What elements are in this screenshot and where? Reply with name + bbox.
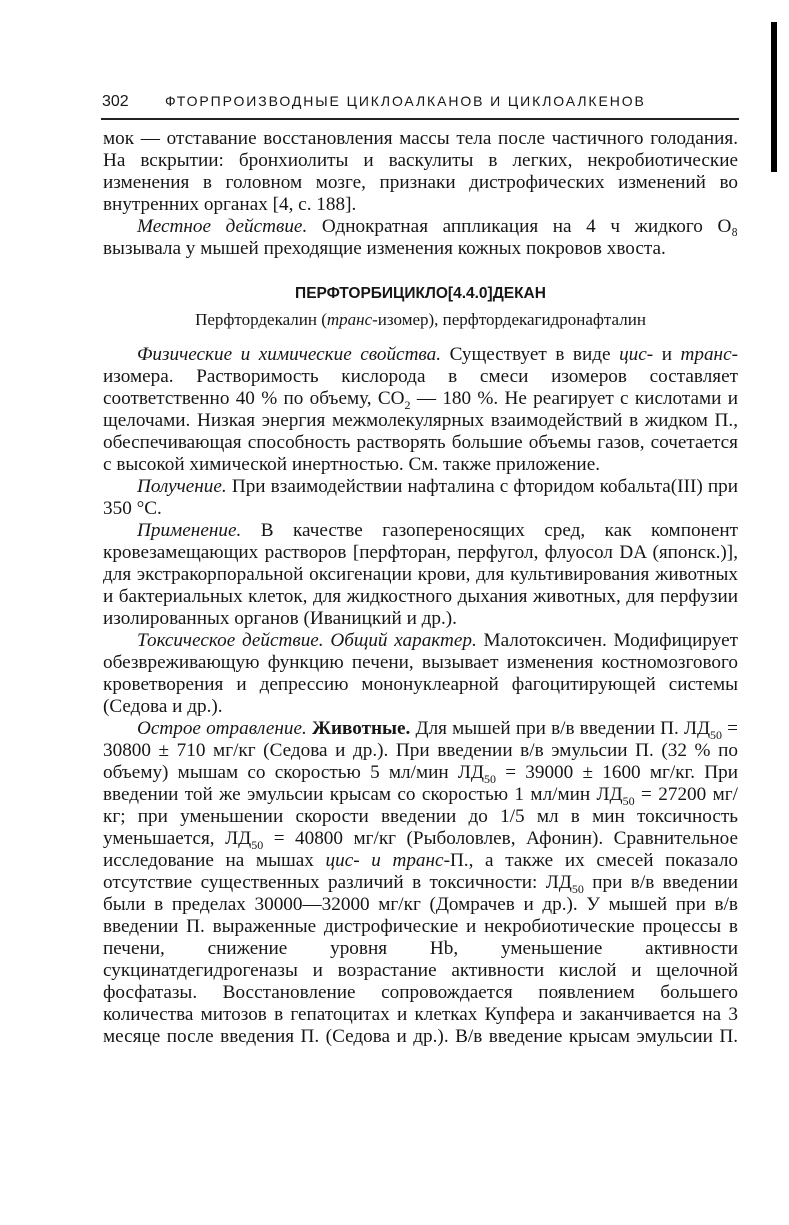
application-text: В качестве газопереносящих сред, как компонент кровезамещающих растворов [перфторан, перфугол, флуосол DA (японск.)], для экстракорпоральной оксигенации крови, для культивирования животных и бактериальных клеток, для жидкостного дыхания животных, для перфузии изолированных органов (Иваницкий и др.). (103, 520, 738, 629)
paragraph-continuation: мок — отставание восстановления массы тела после частичного голодания. На вскрытии: бронхиолиты и васкулиты в легких, некробиотические изменения в головном мозге, признаки дистрофических изменений во внутренних органах [4, с. 188]. (103, 128, 738, 215)
ld50-subscript: 50 (483, 771, 496, 786)
co2-subscript: 2 (404, 397, 411, 412)
acute-text-3: = 39000 ± 1600 мг/кг. При введении той же эмульсии крысам со скоростью 1 мл/мин ЛД (103, 762, 738, 805)
page-body (103, 128, 738, 1048)
local-action-label: Местное действие. (137, 216, 308, 237)
properties-text-1: Существует в виде (441, 344, 620, 365)
ld50-subscript: 50 (251, 837, 264, 852)
toxic-label: Токсическое действие. Общий характер. (137, 630, 477, 651)
paragraph-acute (103, 718, 738, 1048)
ld50-subscript: 50 (710, 727, 723, 742)
properties-text-4: — 180 %. Не реагирует с кислотами и щелочами. Низкая энергия межмолекулярных взаимодействий в жидком П., обеспечивающая способность растворять большие объемы газов, сочетается с высокой химической инертностью. См. также приложение. (103, 388, 738, 475)
synonyms-part-a: Перфтордекалин ( (195, 310, 327, 329)
properties-text-2: и (653, 344, 681, 365)
preparation-label: Получение. (137, 476, 227, 497)
properties-cis: цис- (619, 344, 654, 365)
properties-text-3: -изомера. Растворимость кислорода в смеси изомеров составляет соответственно 40 % по объему, CO (103, 344, 738, 409)
local-action-text: Однократная аппликация на 4 ч жидкого О₈ вызывала у мышей преходящие изменения кожных покровов хвоста. (103, 216, 739, 259)
application-label: Применение. (137, 520, 242, 541)
ld50-subscript: 50 (571, 881, 584, 896)
paragraph-preparation (103, 476, 738, 520)
properties-trans: транс (680, 344, 732, 365)
acute-cis-trans: цис- и транс (325, 850, 444, 871)
header-rule (101, 118, 739, 120)
acute-animals-label: Животные. (311, 718, 411, 739)
paragraph-toxic (103, 630, 738, 718)
acute-text-6: -П., а также их смесей показало отсутствие существенных различий в токсичности: ЛД (103, 850, 738, 893)
toxic-text: Малотоксичен. Модифицирует обезвреживающую функцию печени, вызывает изменения костномозгового кроветворения и депрессию мононуклеарной фагоцитирующей системы (Седова и др.). (103, 630, 738, 717)
synonyms-part-b: -изомер), перфтордекагидронафталин (372, 310, 646, 329)
page-edge-mark (771, 22, 777, 172)
acute-text-2: = 30800 ± 710 мг/кг (Седова и др.). При введении в/в эмульсии П. (32 % по объему) мышам со скоростью 5 мл/мин ЛД (103, 718, 739, 783)
paragraph-local-action (103, 216, 738, 260)
ld50-subscript: 50 (622, 793, 635, 808)
acute-text-4: = 27200 мг/кг; при уменьшении скорости введении до 1/5 мл в мин токсичность уменьшается, ЛД (103, 784, 738, 849)
preparation-text: При взаимодействии нафталина с фторидом кобальта(III) при 350 °С. (103, 476, 738, 519)
paragraph-properties (103, 344, 738, 476)
page-header (102, 93, 736, 115)
synonyms-trans: транс (326, 310, 373, 329)
acute-text-5: = 40800 мг/кг (Рыболовлев, Афонин). Сравнительное исследование на мышах (103, 828, 739, 871)
acute-text-7: при в/в введении были в пределах 30000—32000 мг/кг (Домрачев и др.). У мышей при в/в введении П. выраженные дистрофические и некробиотические процессы в печени, снижение уровня Hb, уменьшение активности сукцинатдегидрогеназы и возрастание активности кислой и щелочной фосфатазы. Восстановление сопровождается появлением большего количества митозов в гепатоцитах и клетках Купфера и заканчивается на 3 месяце после введения П. (Седова и др.). В/в введение крысам эмульсии П. (103, 872, 739, 1047)
section-synonyms (103, 309, 738, 331)
section-title: ПЕРФТОРБИЦИКЛО[4.4.0]ДЕКАН (295, 285, 546, 302)
acute-label: Острое отравление. (137, 718, 307, 739)
acute-text-1: Для мышей при в/в введении П. ЛД (410, 718, 711, 739)
running-title: ФТОРПРОИЗВОДНЫЕ ЦИКЛОАЛКАНОВ И ЦИКЛОАЛКЕНОВ (165, 93, 646, 109)
paragraph-application (103, 520, 738, 630)
page-number: 302 (102, 93, 129, 110)
properties-label: Физические и химические свойства. (137, 344, 442, 365)
